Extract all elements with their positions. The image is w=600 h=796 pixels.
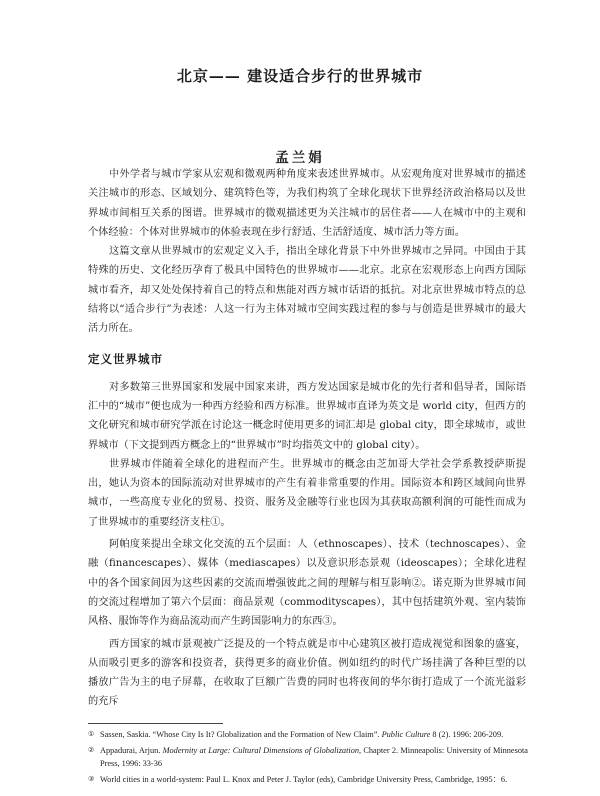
footnotes bbox=[88, 729, 528, 791]
section-paragraph-2: 世界城市伴随着全球化的进程而产生。世界城市的概念由芝加哥大学社会学系教授萨斯提出，她认为资本的国际流动对世界城市的产生有着非常重要的作用。国际资本和跨区域间向世界城市，一些高度专业化的贸易、投资、服务及金融等行业也因为其获取高额利润的可能性而成为了世界城市的重要经济支柱①。 bbox=[88, 458, 526, 528]
footnote-text: World cities in a world-system: Paul L. Knox and Peter J. Taylor (eds), Cambridge University Press, Cambridge, 1995：6. bbox=[100, 775, 508, 785]
footnote-italic: Modernity at Large: Cultural Dimensions of Globalization, bbox=[162, 746, 362, 756]
article-body bbox=[88, 165, 526, 712]
footnote-text: Sassen, Saskia. “Whose City Is It? Globalization and the Formation of New Claim”. bbox=[100, 730, 382, 739]
section-paragraph-4: 西方国家的城市景观被广泛提及的一个特点就是市中心建筑区被打造成视觉和图象的盛宴，从而吸引更多的游客和投资者，获得更多的商业价值。例如纽约的时代广场挂满了各种巨型的以播放广告为主的电子屏幕，在收取了巨额广告费的同时也将夜间的华尔街打造成了一个流光溢彩的充斥 bbox=[88, 638, 526, 708]
footnote-text: Appadurai, Arjun. bbox=[100, 746, 163, 756]
footnote-1 bbox=[88, 729, 528, 741]
author-name: 孟兰娟 bbox=[275, 150, 325, 166]
footnote-marker: ③ bbox=[88, 775, 95, 784]
footnote-marker: ① bbox=[88, 730, 95, 738]
footnote-rule bbox=[88, 723, 223, 724]
footnote-italic: Public Culture bbox=[381, 730, 431, 739]
section-paragraph-3: 阿帕度莱提出全球文化交流的五个层面：人（ethnoscapes）、技术（technoscapes）、金融（financescapes）、媒体（mediascapes）以及意识形态景观（ideoscapes）；全球化进程中的各个国家间因为这些因素的交流而增强彼此之间的理解与相互影响②。诺克斯为世界城市间的交流过程增加了第六个层面：商品景观（commodityscapes），其中包括建筑外观、室内装饰风格、服饰等作为商品流动而产生跨国影响力的东西③。 bbox=[88, 539, 526, 628]
footnote-3 bbox=[88, 774, 528, 786]
footnote-text-end: Chapter 2. Minneapolis: University of Minnesota Press, 1996: 33-36 bbox=[100, 746, 528, 768]
section-paragraph-1: 对多数第三世界国家和发展中国家来讲，西方发达国家是城市化的先行者和倡导者，国际语汇中的“城市”便也成为一种西方经验和西方标准。世界城市直译为英文是 world city，但西方的文化研究和城市研究学派在讨论这一概念时使用更多的词汇却是 global city，即全球城市，或世界城市（下文提到西方概念上的“世界城市”时均指英文中的 global city）。 bbox=[88, 381, 526, 451]
section-heading: 定义世界城市 bbox=[88, 351, 163, 366]
intro-paragraph-2: 这篇文章从世界城市的宏观定义入手，指出全球化背景下中外世界城市之异同。中国由于其特殊的历史、文化经历孕育了极具中国特色的世界城市——北京。北京在宏观形态上向西方国际城市看齐，却又处处保持着自己的特点和焦能对西方城市话语的抵抗。对北京世界城市特点的总结将以“适合步行”为表述：人这一行为主体对城市空间实践过程的参与与创造是世界城市的最大活力所在。 bbox=[88, 246, 526, 335]
footnote-marker: ② bbox=[88, 746, 95, 755]
intro-paragraph-1: 中外学者与城市学家从宏观和微观两种角度来表述世界城市。从宏观角度对世界城市的描述关注城市的形态、区域划分、建筑特色等，为我们构筑了全球化现状下世界经济政治格局以及世界城市间相互关系的图谱。世界城市的微观描述更为关注城市的居住者——人在城市中的主观和个体经验：个体对世界城市的体验表现在步行舒适、生活舒适度、城市活力等方面。 bbox=[88, 169, 526, 238]
footnote-text-end: 8 (2). 1996: 206-209. bbox=[430, 730, 504, 739]
article-title: 北京—— 建设适合步行的世界城市 bbox=[176, 67, 424, 85]
footnote-2 bbox=[88, 745, 528, 770]
